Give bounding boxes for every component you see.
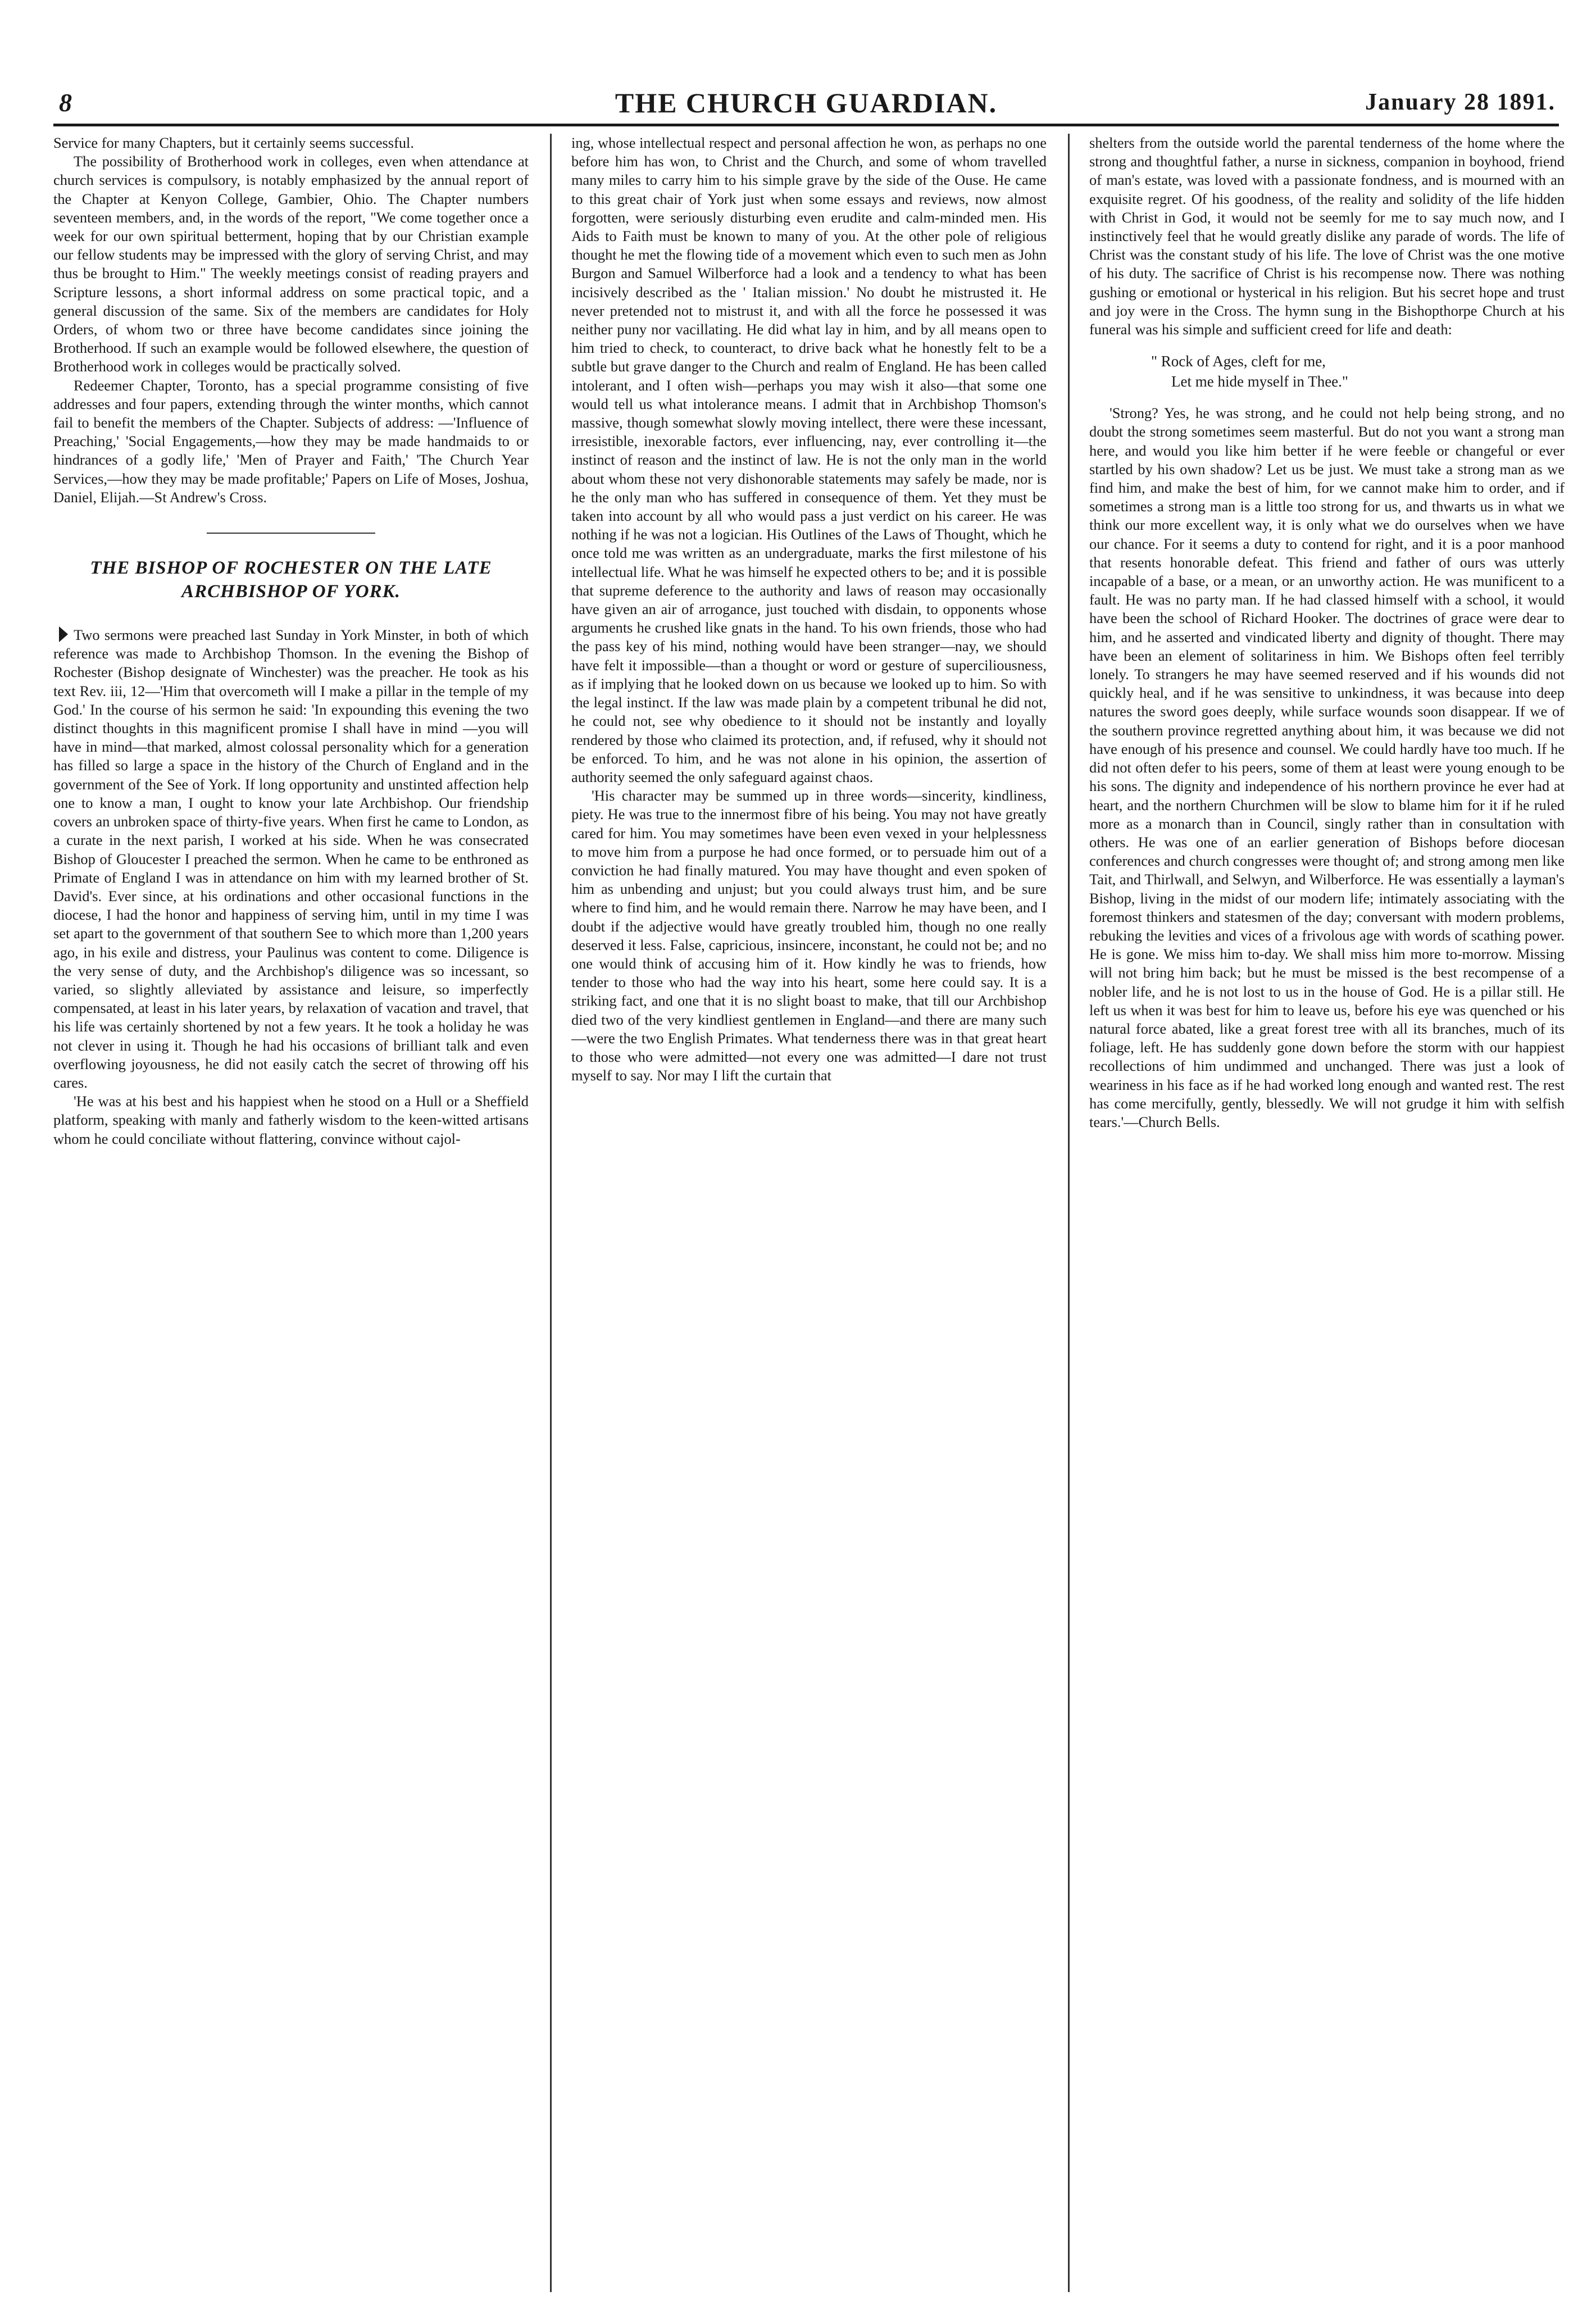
- hymn-quote: [1151, 351, 1565, 392]
- issue-date: January 28 1891.: [1365, 89, 1556, 115]
- paragraph: shelters from the outside world the parental tenderness of the home where the strong and thoughtful father, a nurse in sickness, companion in boyhood, friend of man's estate, was loved with a passionate fondness, and is mourned with an exquisite regret. Of his goodness, of the reality and solidity of the life hidden with Christ in God, it would not be seemly for me to say much now, and I instinctively feel that he would greatly dislike any parade of words. The life of Christ was the constant study of his life. The love of Christ was the one motive of his duty. The sacrifice of Christ is his recompense now. There was nothing gushing or emotional or hysterical in his religion. But his secret hope and trust and joy were in the Cross. The hymn sung in the Bishopthorpe Church at his funeral was his simple and sufficient creed for life and death:: [1089, 134, 1565, 338]
- section-divider: [207, 533, 375, 534]
- column-rule: [550, 134, 552, 2292]
- column-3: [1089, 134, 1565, 2292]
- paragraph: 'Strong? Yes, he was strong, and he could not help being strong, and no doubt the strong sometimes seem masterful. But do not you want a strong man here, and would you like him better if he were feeble or changeful or ever startled by his own shadow? Let us be just. We must take a strong man as we find him, and make the best of him, for we cannot make him to order, and if sometimes a strong man is a little too strong for us, and thwarts us in what we think our more excellent way, it is only what we do ourselves when we have our chance. For it seems a duty to contend for right, and it is a poor manhood that resents honorable defeat. This friend and father of ours was utterly incapable of a base, or a mean, or an unworthy action. He was munificent to a fault. He was no party man. If he had classed himself with a school, it would have been the school of Richard Hooker. The doctrines of grace were dear to him, and he asserted and vindicated liberty and dignity of thought. There may have been an element of solitariness in him. We Bishops often feel terribly lonely. To strangers he may have seemed reserved and if his wounds did not quickly heal, and if he was sensitive to unkindness, it was because into deep natures the sword goes deeply, while surface wounds soon disappear. If we of the southern province regretted anything about him, it was because we did not have enough of his presence and counsel. We could hardly have too much. If he did not often defer to his peers, some of them at least were young enough to be his sons. The dignity and independence of his northern province he ever had at heart, and the northern Churchmen will be slow to blame him for it if he ruled more as a monarch than in Council, singly rather than in consultation with others. He was one of an earlier generation of Bishops before diocesan conferences and church congresses were thought of; and strong among men like Tait, and Thirlwall, and Selwyn, and Wilberforce. He was essentially a layman's Bishop, living in the midst of our modern life; intimately associating with the foremost thinkers and statesmen of the day; conversant with modern problems, rebuking the levities and vices of a frivolous age with words of scathing power. He is gone. We miss him to-day. We shall miss him more to-morrow. Missing will not bring him back; but he must be missed is the best recompense of a nobler life, and he is not lost to us in the house of God. He is a pillar still. He left us when it was best for him to leave us, before his eye was quenched or his natural force abated, like a great forest tree with all its branches, much of its foliage, left. He has suddenly gone down before the storm with our happiest recollections of him undimmed and unchanged. There was just a look of weariness in his face as if he had worked long enough and wanted rest. The rest has come mercifully, gently, blessedly. We will not grudge it him with selfish tears.'—Church Bells.: [1089, 404, 1565, 1130]
- column-rule: [1068, 134, 1070, 2292]
- column-1: [53, 134, 529, 2292]
- hymn-line: " Rock of Ages, cleft for me,: [1151, 353, 1326, 370]
- paragraph: ing, whose intellectual respect and personal affection he won, as perhaps no one before him has won, to Christ and the Church, and some of whom travelled many miles to carry him to his simple grave by the side of the Ouse. He came to this great chair of York just when some essays and reviews, now almost forgotten, were seriously disturbing even erudite and calm-minded men. His Aids to Faith must be known to many of you. At the other pole of religious thought he met the flowing tide of a movement which even to such men as John Burgon and Samuel Wilberforce had a look and a tendency to what has been incisively described as the ' Italian mission.' No doubt he mistrusted it. He never pretended not to mistrust it, and with all the force he possessed it was neither puny nor vacillating. He did what lay in him, and by all means open to him tried to check, to counteract, to drive back what he honestly felt to be a subtle but grave danger to the Church and realm of England. He has been called intolerant, and I often wish—perhaps you may wish it also—that some one would tell us what intolerance means. I admit that in Archbishop Thomson's massive, though somewhat slowly moving intellect, there were these incessant, irresistible, inexorable factors, ever influencing, nay, ever controlling it—the instinct of reason and the instinct of law. He is not the only man in the world about whom these not very dishonorable statements may safely be made, nor is he the only man who has suffered in consequence of them. Yet they must be taken into account by all who would pass a just verdict on his career. He was nothing if he was not a logician. His Outlines of the Laws of Thought, which he once told me was written as an undergraduate, marks the first milestone of his intellectual life. What he was himself he expected others to be; and it is possible that supreme deference to the authority and laws of reason may occasionally have given an air of arrogance, just touched with disdain, to opponents whose arguments he crushed like gnats in the hand. To his own friends, those who had the pass key of his mind, nothing would have been stranger—nay, we should have felt it impossible—than a thought or word or gesture of superciliousness, as if implying that he looked down on us because we looked up to him. So with the legal instinct. If the law was made plain by a competent tribunal he did not, he could not, see why obedience to it should not be instantly and loyally rendered by those who claimed its protection, and, if refused, why it should not be enforced. To him, and he was not alone in his opinion, the assertion of authority seemed the only safeguard against chaos.: [571, 134, 1047, 785]
- masthead-title: THE CHURCH GUARDIAN.: [615, 87, 998, 119]
- paragraph: The possibility of Brotherhood work in colleges, even when attendance at church services is compulsory, is notably emphasized by the annual report of the Chapter at Kenyon College, Gambier, Ohio. The Chapter numbers seventeen members, and, in the words of the report, "We come together once a week for our own spiritual betterment, hoping that by our Christian example our fellow students may be impressed with the glory of serving Christ, and may thus be brought to Him." The weekly meetings consist of reading prayers and Scripture lessons, a short informal address on some practical topic, and a general discussion of the same. Six of the members are candidates for Holy Orders, of whom two or three have become candidates since joining the Brotherhood. If such an example would be followed elsewhere, the question of Brotherhood work in colleges would be practically solved.: [53, 153, 529, 375]
- page-header: [53, 84, 1559, 126]
- page-number: 8: [59, 88, 72, 117]
- hymn-line: Let me hide myself in Thee.": [1171, 373, 1348, 390]
- article-heading: THE BISHOP OF ROCHESTER ON THE LATE ARCHBISHOP OF YORK.: [90, 558, 492, 602]
- paragraph: 'He was at his best and his happiest when he stood on a Hull or a Sheffield platform, speaking with manly and fatherly wisdom to the keen-witted artisans whom he could conciliate without flattering, convince without cajol-: [53, 1093, 529, 1147]
- paragraph: Redeemer Chapter, Toronto, has a special programme consisting of five addresses and four papers, extending through the winter months, which cannot fail to benefit the members of the Chapter. Subjects of address: —'Influence of Preaching,' 'Social Engagements,—how they may be made handmaids to or hindrances of a godly life,' 'Men of Prayer and Faith,' 'The Church Year Services,—how they may be made profitable;' Papers on Life of Moses, Joshua, Daniel, Elijah.—St Andrew's Cross.: [53, 376, 529, 506]
- column-2: [571, 134, 1047, 2292]
- paragraph: Two sermons were preached last Sunday in York Minster, in both of which reference was made to Archbishop Thomson. In the evening the Bishop of Rochester (Bishop designate of Winchester) was the preacher. He took as his text Rev. iii, 12—'Him that overcometh will I make a pillar in the temple of my God.' In the course of his sermon he said: 'In expounding this evening the two distinct thoughts in this magnificent promise I shall have in mind —you will have in mind—that marked, almost colossal personality which for a generation has filled so large a space in the history of the Church of England and in the government of the See of York. If long opportunity and unstinted affection help one to know a man, I ought to know your late Archbishop. Our friendship covers an unbroken space of thirty-five years. When first he came to London, as a curate in the next parish, I worked at his side. When he was consecrated Bishop of Gloucester I preached the sermon. When he came to be enthroned as Primate of England I was in attendance on him with my learned brother of St. David's. Ever since, at his ordinations and other occasional functions in the diocese, I had the honor and happiness of serving him, until in my time I was set apart to the government of that southern See to which more than 1,200 years ago, in his exile and distress, your Paulinus was content to come. Diligence is the very sense of duty, and the Archbishop's diligence was so incessant, so varied, so slightly alleviated by assistance and leisure, so imperfectly compensated, at least in his later years, by relaxation of vacation and travel, that his life was certainly shortened by not a few years. It he took a holiday he was not clever in using it. Though he had his occasions of brilliant talk and even overflowing joyousness, he did not easily catch the secret of throwing off his cares.: [53, 626, 529, 1091]
- article-columns: [53, 134, 1565, 2292]
- paragraph: 'His character may be summed up in three words—sincerity, kindliness, piety. He was true to the innermost fibre of his being. You may not have greatly cared for him. You may sometimes have been even vexed in your helplessness to move him from a purpose he had once formed, or to persuade him out of a conviction he had finally matured. You may have thought and even spoken of him as unbending and unjust; but you could always trust him, and be sure where to find him, and he would remain there. Narrow he may have been, and I doubt if the adjective would have greatly troubled him, though no one really deserved it less. False, capricious, insincere, inconstant, he could not be; and no one would think of accusing him of it. How kindly he was to friends, how tender to those who had the way into his heart, some here could say. It is a striking fact, and one that it is no slight boast to make, that till our Archbishop died two of the very kindliest gentlemen in England—and there are many such—were the two English Primates. What tenderness there was in that great heart to those who were admitted—not every one was admitted—I dare not trust myself to say. Nor may I lift the curtain that: [571, 787, 1047, 1084]
- pointer-mark-icon: [59, 626, 68, 642]
- newspaper-page: [53, 84, 1565, 2292]
- paragraph: Service for many Chapters, but it certainly seems successful.: [53, 134, 414, 151]
